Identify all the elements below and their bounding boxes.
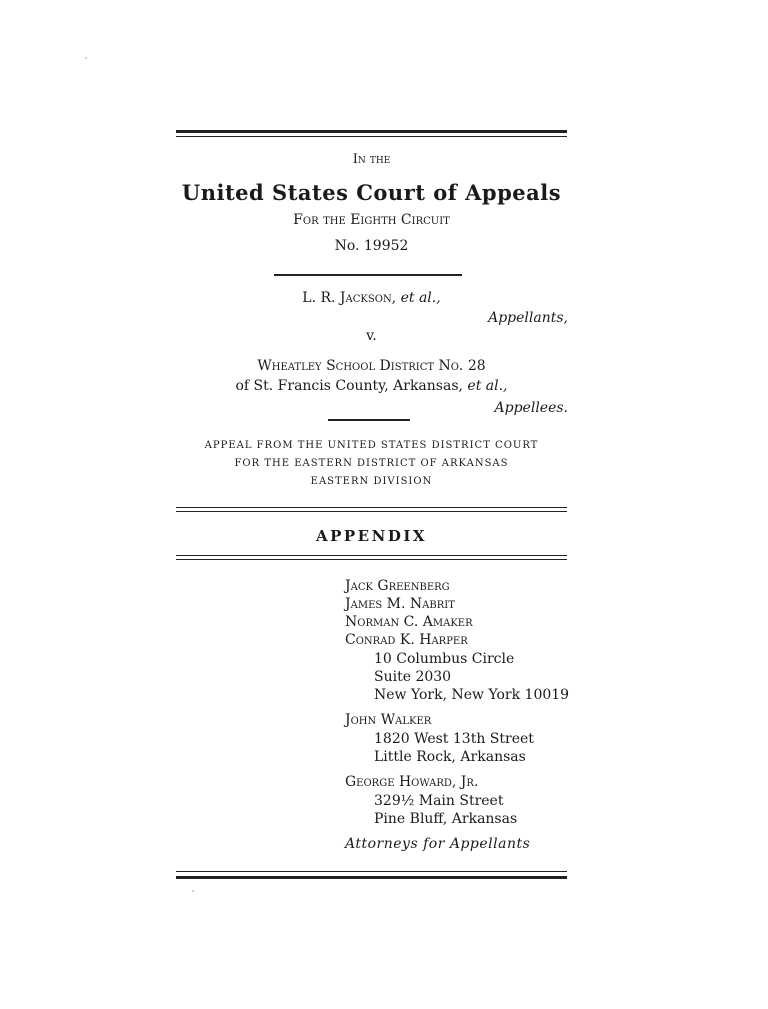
scan-speck xyxy=(192,890,194,892)
address-line: 1820 West 13th Street xyxy=(374,731,534,747)
divider-tiny xyxy=(328,419,410,421)
in-the-label: In the xyxy=(352,152,391,167)
appellee-county: of St. Francis County, Arkansas, xyxy=(235,378,463,394)
appellee-etal: et al., xyxy=(467,378,508,394)
attorney-name: James M. Nabrit xyxy=(345,596,455,612)
appeal-line-2: FOR THE EASTERN DISTRICT OF ARKANSAS xyxy=(234,458,509,469)
divider-short xyxy=(274,274,462,276)
top-rule-thin xyxy=(176,136,567,137)
circuit-label: For the Eighth Circuit xyxy=(293,212,450,228)
appellant-role: Appellants, xyxy=(488,310,568,326)
appendix-rule-bottom-2 xyxy=(176,559,567,560)
top-rule xyxy=(176,130,567,133)
attorneys-footer: Attorneys for Appellants xyxy=(345,836,531,852)
document-title: APPENDIX xyxy=(315,527,427,545)
appendix-rule-top-1 xyxy=(176,507,567,508)
appellee-line-1: Wheatley School District No. 28 xyxy=(257,358,486,374)
appeal-line-3: EASTERN DIVISION xyxy=(310,476,433,487)
case-number: No. 19952 xyxy=(334,238,409,254)
appendix-rule-bottom-1 xyxy=(176,555,567,556)
attorney-name: George Howard, Jr. xyxy=(345,774,479,790)
appeal-line-1: APPEAL FROM THE UNITED STATES DISTRICT COURT xyxy=(204,440,539,451)
scan-speck xyxy=(85,57,87,59)
appellee-line-2 xyxy=(176,378,567,394)
attorney-name: John Walker xyxy=(345,712,432,728)
appellant-name: L. R. Jackson, xyxy=(302,290,397,306)
address-line: New York, New York 10019 xyxy=(374,687,570,703)
address-line: Suite 2030 xyxy=(374,669,452,685)
attorney-name: Jack Greenberg xyxy=(345,578,450,594)
attorney-name: Norman C. Amaker xyxy=(345,614,473,630)
address-line: Pine Bluff, Arkansas xyxy=(374,811,518,827)
court-name: United States Court of Appeals xyxy=(181,180,562,205)
appendix-rule-top-2 xyxy=(176,511,567,512)
address-line: Little Rock, Arkansas xyxy=(374,749,526,765)
appellee-role: Appellees. xyxy=(494,400,568,416)
appellant-line xyxy=(176,290,567,306)
attorney-name: Conrad K. Harper xyxy=(345,632,468,648)
address-line: 329½ Main Street xyxy=(374,793,504,809)
versus: v. xyxy=(366,328,377,344)
address-line: 10 Columbus Circle xyxy=(374,651,515,667)
appellant-etal: et al., xyxy=(400,290,441,306)
bottom-rule xyxy=(176,876,567,879)
bottom-rule-thin xyxy=(176,871,567,872)
